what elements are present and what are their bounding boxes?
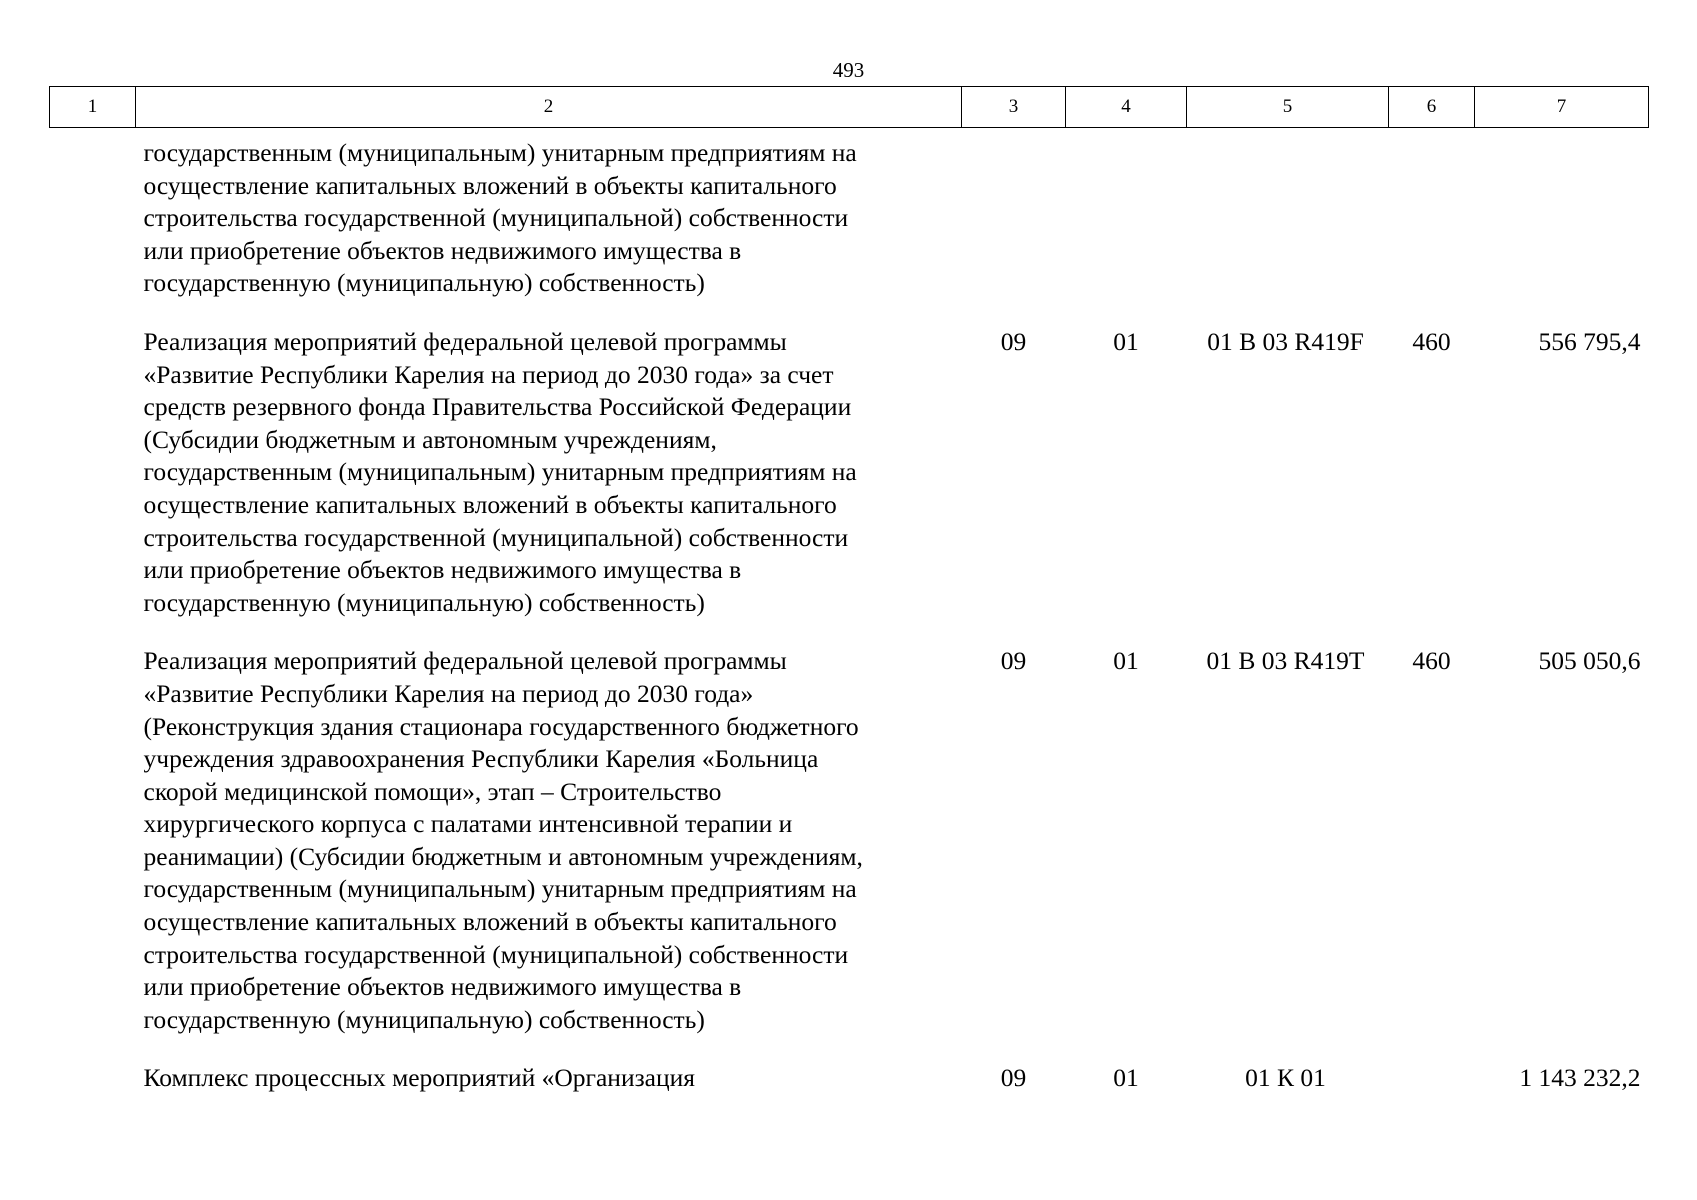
page-number: 493	[832, 58, 865, 82]
section-cell: 09	[1000, 326, 1027, 356]
section-cell: 09	[1000, 646, 1027, 676]
description-cell: Реализация мероприятий федеральной целевой программы «Развитие Республики Карелия на период до 2030 года» за счет средств резервного фонда Правительства Российской Федерации (Субсидии бюджетным и автономным учреждениям, государственным (муниципальным) унитарным предприятиям на осуществление капитальных вложений в объекты капитального строительства государственной (муниципальной) собственности или приобретение объектов недвижимого имущества в государственную (муниципальную) собственность)	[143, 326, 857, 617]
header-col-6: 6	[1389, 87, 1475, 128]
amount-cell	[1475, 128, 1649, 312]
target-article-cell: 01 К 01	[1245, 1063, 1326, 1093]
header-col-1: 1	[50, 87, 136, 128]
header-col-5: 5	[1187, 87, 1389, 128]
section-cell	[962, 128, 1066, 312]
table-body	[50, 128, 1649, 1108]
description-cell: Реализация мероприятий федеральной целевой программы «Развитие Республики Карелия на период до 2030 года» (Реконструкция здания стационара государственного бюджетного учреждения здравоохранения Республики Карелия «Больница скорой медицинской помощи», этап – Строительство хирургического корпуса с палатами интенсивной терапии и реанимации) (Субсидии бюджетным и автономным учреждениям, государственным (муниципальным) унитарным предприятиям на осуществление капитальных вложений в объекты капитального строительства государственной (муниципальной) собственности или приобретение объектов недвижимого имущества в государственную (муниципальную) собственность)	[143, 646, 863, 1034]
header-col-7: 7	[1475, 87, 1649, 128]
target-article-cell: 01 В 03 R419T	[1206, 646, 1365, 676]
table-row	[50, 312, 1649, 631]
row-index-cell	[50, 312, 136, 631]
amount-cell: 1 143 232,2	[1519, 1063, 1641, 1093]
description-cell: Комплекс процессных мероприятий «Организация	[143, 1063, 695, 1093]
description-cell: государственным (муниципальным) унитарным предприятиям на осуществление капитальных вложений в объекты капитального строительства государственной (муниципальной) собственности или приобретение объектов недвижимого имущества в государственную (муниципальную) собственность)	[143, 138, 857, 298]
header-row	[50, 87, 1649, 128]
table-row	[50, 631, 1649, 1048]
table-row	[50, 128, 1649, 312]
subsection-cell: 01	[1113, 326, 1139, 356]
target-article-cell	[1187, 128, 1389, 312]
row-index-cell	[50, 128, 136, 312]
target-article-cell: 01 В 03 R419F	[1207, 326, 1364, 356]
subsection-cell: 01	[1113, 646, 1139, 676]
subsection-cell: 01	[1113, 1063, 1139, 1093]
table-header	[50, 87, 1649, 128]
row-index-cell	[50, 1048, 136, 1107]
expense-type-cell	[1389, 128, 1475, 312]
amount-cell: 556 795,4	[1538, 326, 1641, 356]
header-col-2: 2	[136, 87, 962, 128]
expense-type-cell	[1389, 1048, 1475, 1107]
section-cell: 09	[1000, 1063, 1027, 1093]
row-index-cell	[50, 631, 136, 1048]
expense-type-cell: 460	[1412, 646, 1451, 676]
table-row	[50, 1048, 1649, 1107]
header-col-4: 4	[1066, 87, 1187, 128]
expense-type-cell: 460	[1412, 326, 1451, 356]
header-col-3: 3	[962, 87, 1066, 128]
budget-table	[49, 86, 1649, 1107]
amount-cell: 505 050,6	[1538, 646, 1641, 676]
subsection-cell	[1066, 128, 1187, 312]
